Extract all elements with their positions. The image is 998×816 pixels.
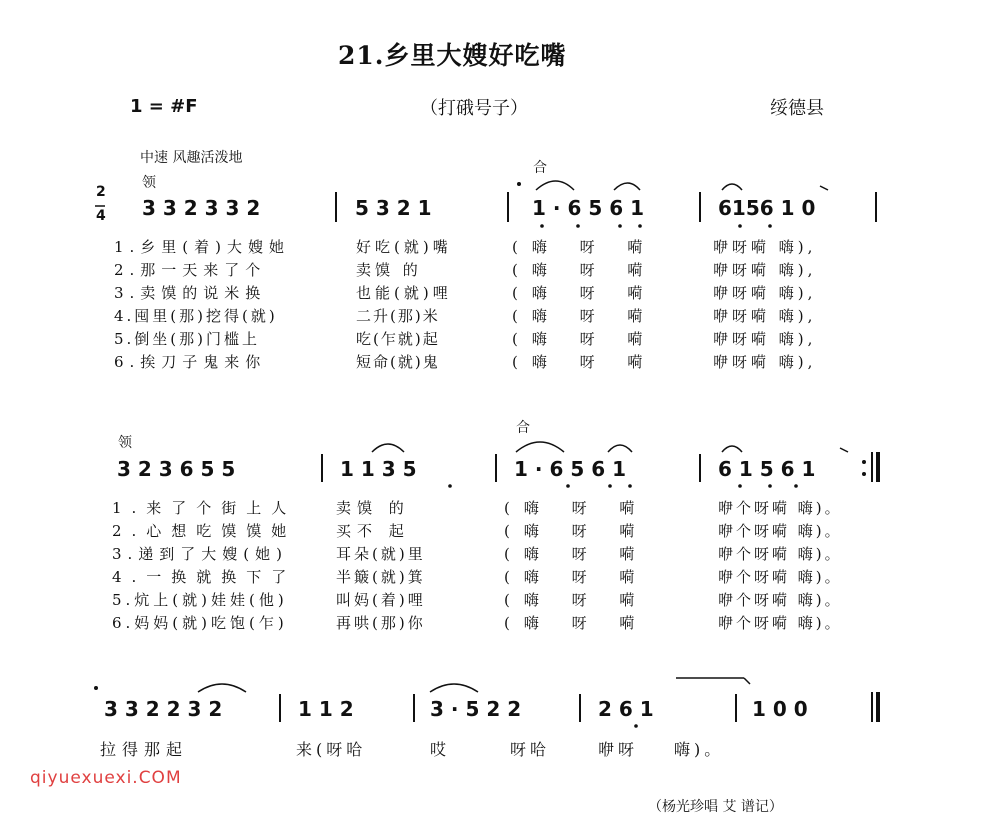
lyric-line: 哎 bbox=[430, 740, 447, 759]
measure: 1 · 6 5 6 1 bbox=[514, 457, 626, 481]
lyric-line: 咿个呀嗬 嗨)。 bbox=[718, 614, 843, 632]
lyric-line: 1.乡里(着)大嫂她 bbox=[114, 238, 291, 256]
lyric-line: 卖馍 的 bbox=[356, 261, 422, 279]
lyric-line: (嗨 呀 嗬 bbox=[504, 545, 649, 563]
time-signature-top: 2 bbox=[96, 184, 106, 200]
genre-label: （打硪号子） bbox=[420, 98, 528, 119]
measure: 6 1 5 6 1 bbox=[718, 457, 816, 481]
lyric-line: 叫妈(着)哩 bbox=[336, 591, 426, 609]
lead-label: 领 bbox=[142, 175, 156, 191]
lyric-line: (嗨 呀 嗬 bbox=[512, 307, 657, 325]
lyric-line: 咿呀 bbox=[598, 740, 639, 759]
measure: 6156 1 0 bbox=[718, 196, 816, 220]
lyric-line: (嗨 呀 嗬 bbox=[504, 568, 649, 586]
lyric-line: 二升(那)米 bbox=[356, 307, 440, 325]
lyric-line: 2.那一天来了个 bbox=[114, 261, 267, 279]
lyric-line: 咿呀嗬 嗨), bbox=[713, 238, 817, 256]
lyric-line: (嗨 呀 嗬 bbox=[512, 238, 657, 256]
lyric-line: 买不 起 bbox=[336, 522, 410, 540]
measure: 1 0 0 bbox=[752, 697, 808, 721]
lyric-line: (嗨 呀 嗬 bbox=[504, 522, 649, 540]
lyric-line: 咿呀嗬 嗨), bbox=[713, 261, 817, 279]
tempo-marking: 中速 风趣活泼地 bbox=[140, 150, 243, 166]
lyric-line: 嗨)。 bbox=[674, 740, 725, 759]
lyric-line: 半簸(就)箕 bbox=[336, 568, 426, 586]
lyric-line: 耳朵(就)里 bbox=[336, 545, 426, 563]
lyric-line: 3.递到了大嫂(她) bbox=[112, 545, 289, 563]
lyric-line: 2.心想吃馍馍她 bbox=[112, 522, 297, 540]
measure: 1 1 2 bbox=[298, 697, 354, 721]
lyric-line: (嗨 呀 嗬 bbox=[512, 284, 657, 302]
measure: 1 · 6 5 6 1 bbox=[532, 196, 644, 220]
chorus-label: 合 bbox=[516, 420, 530, 436]
measure: 1 1 3 5 bbox=[340, 457, 417, 481]
lyric-line: 咿个呀嗬 嗨)。 bbox=[718, 568, 843, 586]
lead-label: 领 bbox=[118, 435, 132, 451]
lyric-line: (嗨 呀 嗬 bbox=[504, 614, 649, 632]
lyric-line: 咿呀嗬 嗨), bbox=[713, 330, 817, 348]
lyric-line: 咿个呀嗬 嗨)。 bbox=[718, 499, 843, 517]
lyric-line: 3.卖馍的说米换 bbox=[114, 284, 267, 302]
site-watermark: qiyuexuexi.COM bbox=[30, 768, 182, 788]
time-signature-bottom: 4 bbox=[96, 208, 106, 224]
lyric-line: (嗨 呀 嗬 bbox=[512, 353, 657, 371]
lyric-line: 4.囤里(那)挖得(就) bbox=[114, 307, 278, 325]
measure: 3 · 5 2 2 bbox=[430, 697, 522, 721]
song-title: 21.乡里大嫂好吃嘴 bbox=[338, 41, 567, 70]
lyric-line: (嗨 呀 嗬 bbox=[512, 330, 657, 348]
lyric-line: 呀哈 bbox=[510, 740, 551, 759]
lyric-line: 咿个呀嗬 嗨)。 bbox=[718, 522, 843, 540]
measure: 3 3 2 3 3 2 bbox=[142, 196, 261, 220]
lyric-line: 好吃(就)嘴 bbox=[356, 238, 452, 256]
region-label: 绥德县 bbox=[770, 98, 824, 119]
lyric-line: 6.挨刀子鬼来你 bbox=[114, 353, 267, 371]
lyric-line: 4.一换就换下了 bbox=[112, 568, 297, 586]
lyric-line: 再哄(那)你 bbox=[336, 614, 426, 632]
lyric-line: 也能(就)哩 bbox=[356, 284, 452, 302]
credit-line: （杨光珍唱 艾 谱记） bbox=[648, 799, 783, 815]
lyric-line: 来(呀哈 bbox=[296, 740, 367, 759]
lyric-line: 卖馍 的 bbox=[336, 499, 410, 517]
lyric-line: 咿呀嗬 嗨), bbox=[713, 353, 817, 371]
lyric-line: (嗨 呀 嗬 bbox=[512, 261, 657, 279]
lyric-line: 5.倒坐(那)门槛上 bbox=[114, 330, 261, 348]
key-signature: 1 = #F bbox=[130, 96, 198, 117]
lyric-line: 咿呀嗬 嗨), bbox=[713, 284, 817, 302]
measure: 3 3 2 2 3 2 bbox=[104, 697, 223, 721]
lyric-line: (嗨 呀 嗬 bbox=[504, 591, 649, 609]
measure: 2 6 1 bbox=[598, 697, 654, 721]
lyric-line: 咿呀嗬 嗨), bbox=[713, 307, 817, 325]
chorus-label: 合 bbox=[533, 160, 547, 176]
lyric-line: 6.妈妈(就)吃饱(乍) bbox=[112, 614, 288, 632]
lyric-line: 吃(乍就)起 bbox=[356, 330, 440, 348]
lyric-line: 咿个呀嗬 嗨)。 bbox=[718, 591, 843, 609]
measure: 3 2 3 6 5 5 bbox=[117, 457, 236, 481]
lyric-line: 咿个呀嗬 嗨)。 bbox=[718, 545, 843, 563]
lyric-line: 1.来了个街上人 bbox=[112, 499, 297, 517]
lyric-line: 拉得那起 bbox=[100, 740, 189, 759]
lyric-line: (嗨 呀 嗬 bbox=[504, 499, 649, 517]
measure: 5 3 2 1 bbox=[355, 196, 432, 220]
lyric-line: 短命(就)鬼 bbox=[356, 353, 440, 371]
lyric-line: 5.炕上(就)娃娃(他) bbox=[112, 591, 288, 609]
